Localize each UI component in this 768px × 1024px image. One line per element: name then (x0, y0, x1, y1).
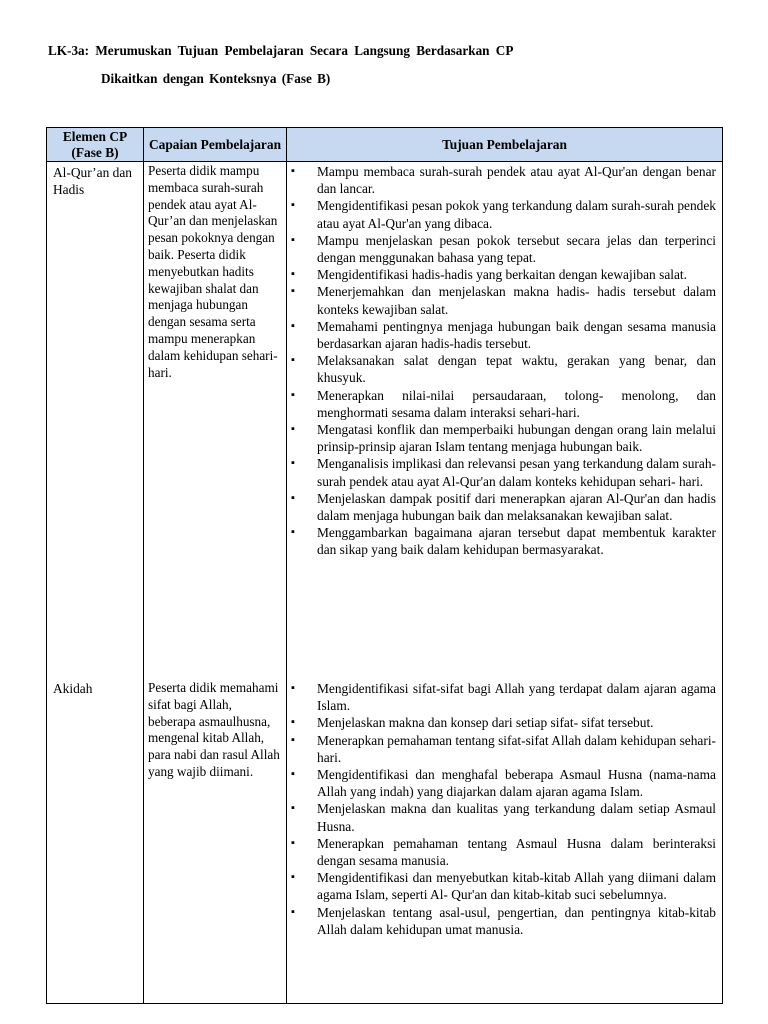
list-item-text: Mengidentifikasi dan menyebutkan kitab-kitab Allah yang diimani dalam agama Islam, seperti Al- Qur'an dan kitab-kitab suci sebelumnya. (317, 870, 716, 903)
list-item (287, 455, 716, 489)
list-item (287, 197, 716, 231)
bullet-icon: ▪ (291, 491, 295, 504)
list-item-text: Menerapkan nilai-nilai persaudaraan, tolong- menolong, dan menghormati sesama dalam interaksi sehari-hari. (317, 387, 716, 420)
list-item (287, 318, 716, 352)
elemen-cell (47, 162, 144, 665)
bullet-icon: ▪ (291, 285, 295, 298)
header-capaian: Capaian Pembelajaran (144, 128, 287, 162)
list-item (287, 904, 716, 938)
bullet-icon: ▪ (291, 682, 295, 694)
list-item (287, 387, 716, 421)
list-item-text: Menjelaskan makna dan kualitas yang terkandung dalam setiap Asmaul Husna. (317, 801, 716, 834)
bullet-icon: ▪ (291, 526, 295, 539)
tujuan-cell (287, 676, 723, 1004)
document-subtitle: Dikaitkan dengan Konteksnya (Fase B) (101, 71, 331, 86)
row-spacer (47, 664, 723, 676)
list-item (287, 352, 716, 386)
list-item (287, 421, 716, 455)
list-item (287, 835, 716, 869)
table-row (47, 162, 723, 665)
bullet-icon: ▪ (291, 871, 295, 884)
bullet-icon: ▪ (291, 319, 295, 332)
tujuan-list (287, 162, 722, 561)
list-item-text: Mengidentifikasi sifat-sifat bagi Allah yang terdapat dalam ajaran agama Islam. (317, 681, 716, 714)
capaian-text: Peserta didik memahami sifat bagi Allah, beberapa asmaulhusna, mengenal kitab Allah, para nabi dan rasul Allah yang wajib diimani. (148, 680, 280, 779)
capaian-cell (144, 676, 287, 1004)
bullet-icon: ▪ (291, 768, 295, 781)
spacer-cell (47, 664, 144, 676)
list-item-text: Mengatasi konflik dan memperbaiki hubungan dengan orang lain melalui prinsip-prinsip ajaran Islam tentang menjaga hubungan baik. (317, 422, 716, 455)
list-item (287, 266, 716, 283)
list-item (287, 800, 716, 834)
list-item-text: Mampu membaca surah-surah pendek atau ayat Al-Qur'an dengan benar dan lancar. (317, 164, 716, 197)
table-row (47, 676, 723, 1004)
elemen-cell (47, 676, 144, 1004)
bullet-icon: ▪ (291, 233, 295, 246)
bullet-icon: ▪ (291, 905, 295, 918)
bullet-icon: ▪ (291, 423, 295, 436)
tujuan-list (287, 676, 722, 940)
list-item-text: Menjelaskan makna dan konsep dari setiap sifat- sifat tersebut. (317, 715, 654, 731)
bullet-icon: ▪ (291, 354, 295, 367)
header-elemen-cp: Elemen CP (Fase B) (47, 128, 144, 162)
list-item (287, 680, 716, 714)
list-item (287, 869, 716, 903)
bullet-icon: ▪ (291, 802, 295, 815)
list-item-text: Mengidentifikasi hadis-hadis yang berkaitan dengan kewajiban salat. (317, 267, 687, 283)
list-item-text: Mengidentifikasi dan menghafal beberapa Asmaul Husna (nama-nama Allah yang indah) yang diajarkan dalam ajaran agama Islam. (317, 767, 716, 800)
list-item (287, 490, 716, 524)
list-item (287, 163, 716, 197)
table-header-row (47, 128, 723, 162)
list-item (287, 524, 716, 558)
bullet-icon: ▪ (291, 165, 295, 177)
elemen-text: Al-Qur’an dan Hadis (53, 165, 132, 197)
list-item-text: Menjelaskan tentang asal-usul, pengertian, dan pentingnya kitab-kitab Allah dalam kehidupan umat manusia. (317, 904, 716, 937)
elemen-text: Akidah (53, 681, 93, 696)
tujuan-cell (287, 162, 723, 665)
list-item-text: Mampu menjelaskan pesan pokok tersebut secara jelas dan terperinci dengan menggunakan bahasa yang tepat. (317, 232, 716, 266)
list-item-text: Menjelaskan dampak positif dari menerapkan ajaran Al-Qur'an dan hadis dalam menjaga hubungan baik dan melaksanakan kewajiban salat. (317, 490, 716, 524)
list-item (287, 766, 716, 800)
bullet-icon: ▪ (291, 836, 295, 849)
spacer-cell (144, 664, 287, 676)
list-item (287, 714, 716, 731)
list-item-text: Menerapkan pemahaman tentang Asmaul Husna dalam berinteraksi dengan sesama manusia. (317, 835, 716, 869)
bullet-icon: ▪ (291, 388, 295, 401)
document-title: LK-3a: Merumuskan Tujuan Pembelajaran Secara Langsung Berdasarkan CP (48, 43, 514, 58)
cp-table (46, 127, 723, 1004)
list-item-text: Menggambarkan bagaimana ajaran tersebut dapat membentuk karakter dan sikap yang baik dalam kehidupan bermasyarakat. (317, 525, 716, 558)
spacer-cell (287, 664, 723, 676)
list-item (287, 732, 716, 766)
list-item-text: Menerjemahkan dan menjelaskan makna hadis- hadis tersebut dalam konteks kewajiban salat. (317, 284, 716, 317)
list-item-text: Mengidentifikasi pesan pokok yang terkandung dalam surah-surah pendek atau ayat Al-Qur'an yang dibaca. (317, 198, 717, 231)
list-item (287, 283, 716, 317)
list-item-text: Memahami pentingnya menjaga hubungan baik dengan sesama manusia berdasarkan ajaran hadis-hadis tersebut. (317, 318, 716, 352)
list-item-text: Menerapkan pemahaman tentang sifat-sifat Allah dalam kehidupan sehari-hari. (317, 732, 716, 765)
header-tujuan: Tujuan Pembelajaran (287, 128, 723, 162)
bullet-icon: ▪ (291, 733, 295, 746)
bullet-icon: ▪ (291, 457, 295, 470)
list-item-text: Menganalisis implikasi dan relevansi pesan yang terkandung dalam surah-surah pendek atau ayat Al-Qur'an dalam konteks kehidupan sehari- hari. (317, 456, 716, 489)
bullet-icon: ▪ (291, 199, 295, 212)
bullet-icon: ▪ (291, 716, 295, 729)
bullet-icon: ▪ (291, 268, 295, 281)
list-item (287, 232, 716, 266)
capaian-cell (144, 162, 287, 665)
list-item-text: Melaksanakan salat dengan tepat waktu, gerakan yang benar, dan khusyuk. (317, 353, 716, 386)
capaian-text: Peserta didik mampu membaca surah-surah pendek atau ayat Al-Qur’an dan menjelaskan pesan pokoknya dengan baik. Peserta didik menyebutkan hadits kewajiban shalat dan menjaga hubungan dengan sesama serta mampu menerapkan dalam kehidupan sehari-hari. (148, 163, 278, 380)
